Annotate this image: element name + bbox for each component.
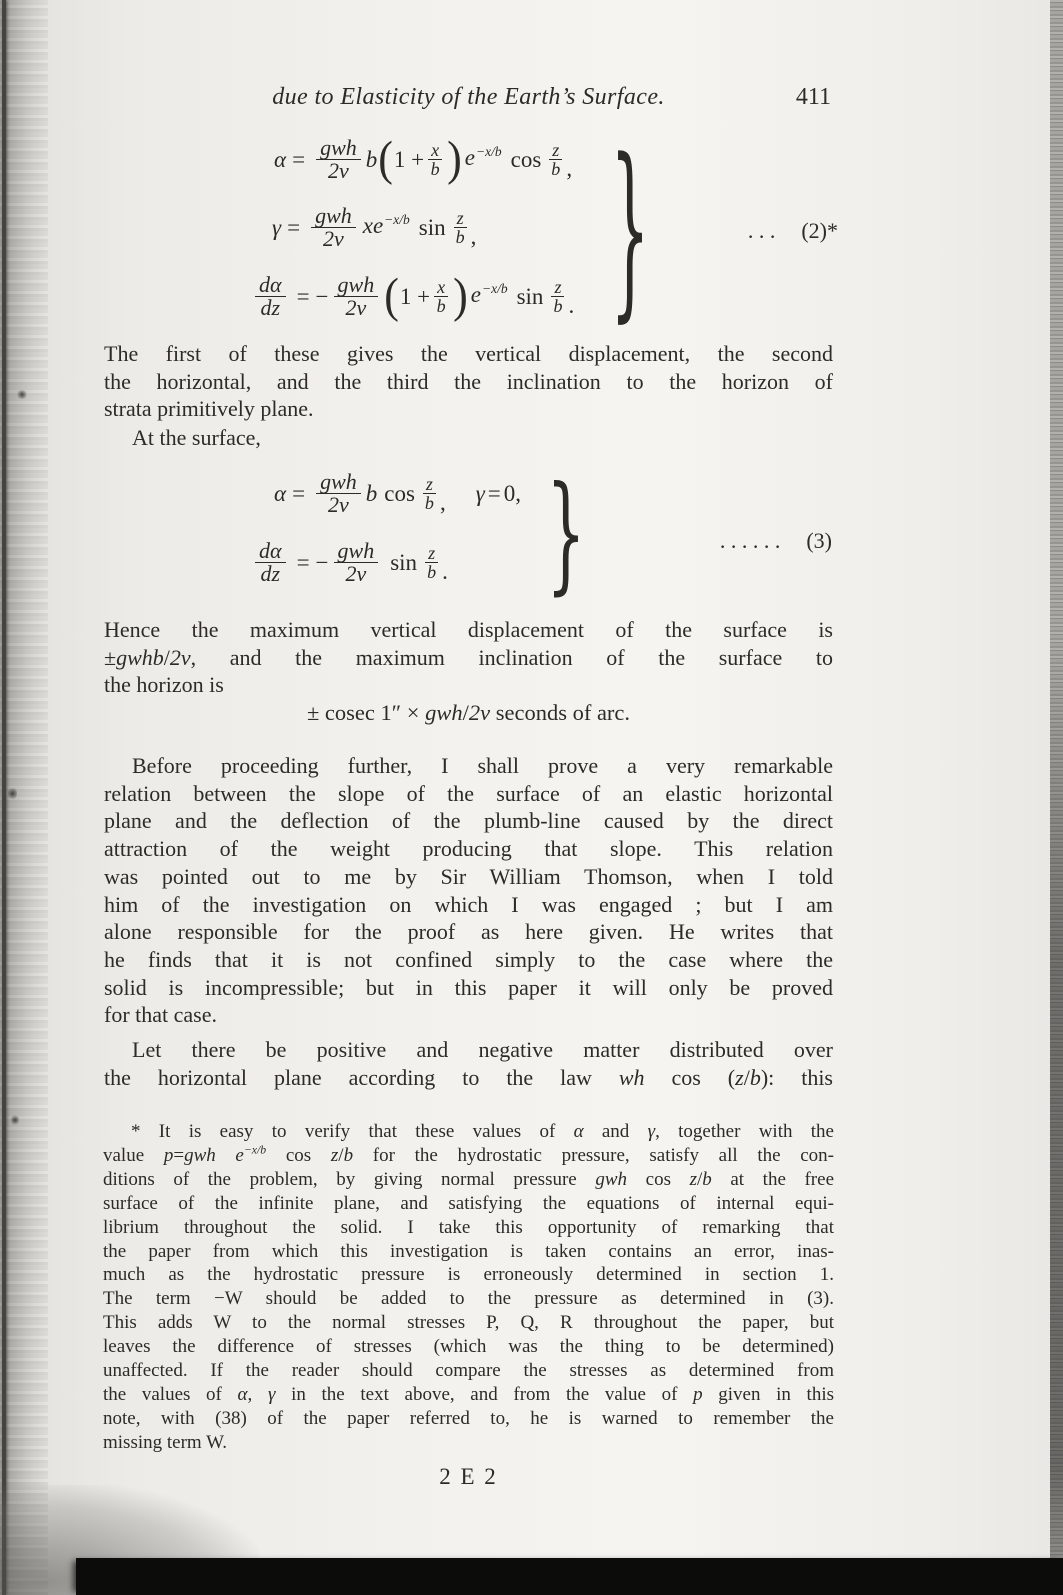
left-paren: ( [384, 268, 399, 323]
text-line: attraction of the weight producing that slope. This relation [104, 836, 833, 862]
equation-number: (3) [806, 528, 832, 553]
text-line: relation between the slope of the surface of an elastic horizontal [104, 780, 833, 806]
text-segment: wh [618, 1064, 645, 1090]
fraction: $\frac{\text{gwh}}{2v}$ [334, 540, 379, 585]
text-line [104, 1064, 833, 1092]
text-line [103, 1383, 834, 1407]
text-segment: , and the maximum inclination of the surface to [190, 644, 833, 670]
text-segment: gwh [595, 1168, 628, 1190]
text-segment: ± cosec 1″ × [306, 700, 426, 725]
text-segment: b [343, 1144, 354, 1166]
equation-2-line-3 [250, 266, 574, 326]
text-segment: cos [627, 1168, 690, 1190]
equation-3-line-1 [274, 464, 521, 522]
fraction: $\frac{x}{b}$ [428, 141, 442, 178]
equation-number: (2)* [801, 218, 838, 243]
fraction: z b [551, 278, 564, 315]
punctuation: , [439, 489, 446, 515]
scan-left-edge-line [2, 0, 6, 1595]
math-var: γ [272, 214, 282, 240]
text-line: Hence the maximum vertical displacement of the surface is [104, 617, 833, 642]
equals-sign: = [292, 146, 306, 172]
ink-speck [11, 1114, 19, 1126]
equals-sign: = [292, 480, 306, 506]
printer-signature-mark: 2 E 2 [439, 1464, 498, 1489]
text-segment: z [735, 1064, 744, 1090]
function-name: sin [418, 214, 446, 240]
math-var: α [274, 146, 287, 172]
ink-speck [16, 390, 28, 399]
text-segment: = [173, 1144, 185, 1166]
math-coef: b [365, 480, 378, 506]
function-name: cos [510, 146, 542, 172]
displayed-formula-arc [104, 700, 833, 726]
text-segment: and [583, 1121, 648, 1142]
fraction: $\frac{\text{gwh}}{2v}$ [316, 471, 361, 516]
text-line: for that case. [104, 1002, 217, 1028]
leader-dots: . . . . . . [719, 528, 781, 553]
text-segment: cos ( [644, 1064, 736, 1090]
text-segment: / [743, 1064, 750, 1090]
text-line: strata primitively plane. [104, 396, 314, 422]
fraction: z b [423, 475, 436, 512]
right-brace: } [610, 116, 650, 340]
scan-left-mottled-band [0, 0, 48, 1595]
punctuation: , [566, 155, 573, 181]
text-segment: the horizontal plane according to the law [104, 1064, 619, 1090]
text-line: Let there be positive and negative matter distributed over [132, 1037, 833, 1062]
fraction: z b [549, 141, 562, 178]
text-segment: b [749, 1064, 761, 1090]
fraction: $\frac{d\alpha}{dz}$ [255, 540, 286, 585]
right-paren: ) [453, 268, 468, 323]
text-line: The first of these gives the vertical displacement, the second [104, 341, 833, 366]
text-line: At the surface, [132, 425, 261, 450]
math-coef: b [365, 146, 378, 172]
text-line [103, 1168, 834, 1192]
text-segment: γ [647, 1121, 656, 1142]
equation-2-line-2 [272, 198, 476, 256]
exponential-term: $e^{-x/b}$ [464, 144, 502, 170]
paragraph [104, 1036, 833, 1091]
running-head [104, 84, 833, 116]
text-line: he finds that it is not confined simply to the case where the [104, 946, 833, 972]
text-segment: z [689, 1168, 697, 1190]
text-segment: / [462, 700, 469, 725]
equation-3 [250, 457, 850, 607]
equation-3-line-2 [250, 532, 448, 592]
text-line: librium throughout the solid. I take this opportunity of remarking that [103, 1216, 834, 1238]
scan-bottom-black-bar [76, 1558, 1063, 1595]
scan-right-page-edges [1050, 0, 1063, 1595]
text-segment: ditions of the problem, by giving normal pressure [103, 1168, 596, 1190]
text-line: The term −W should be added to the pressure as determined in (3). [103, 1288, 834, 1310]
exponential-term: $e^{-x/b}$ [470, 281, 508, 307]
text-line: plane and the deflection of the plumb-line caused by the direct [104, 808, 833, 834]
text-segment: value [103, 1144, 164, 1166]
ink-speck [8, 786, 17, 801]
fraction: z b [454, 209, 467, 246]
text-segment: α [237, 1383, 248, 1405]
text-segment: ± [104, 644, 117, 670]
text-line: surface of the infinite plane, and satisfying the equations of internal equi- [103, 1192, 834, 1214]
text-line: Before proceeding further, I shall prove a very remarkable [132, 753, 833, 778]
text-line: much as the hydrostatic pressure is erroneously determined in section 1. [103, 1264, 834, 1286]
text-line: was pointed out to me by Sir William Thomson, when I told [104, 863, 833, 889]
footnote [103, 1120, 834, 1455]
equation-3-tag [720, 528, 832, 554]
text-line: unaffected. If the reader should compare the stresses as determined from [103, 1360, 834, 1382]
text-segment: , together with the [655, 1121, 834, 1142]
punctuation: , [470, 223, 477, 249]
paragraph [104, 752, 833, 1029]
math-term: 1 + [393, 146, 425, 172]
text-segment: for the hydrostatic pressure, satisfy all the con- [353, 1144, 834, 1166]
text-segment: b [702, 1168, 712, 1190]
minus-sign: − [315, 549, 329, 575]
text-line: the paper from which this investigation is taken contains an error, inas- [103, 1240, 834, 1262]
fraction: z b [425, 544, 438, 581]
text-segment: gwhb [116, 644, 164, 670]
gamma-condition: γ = 0, [475, 480, 521, 506]
leader-dots: . . . [747, 218, 776, 243]
text-line: note, with (38) of the paper referred to, he is warned to remember the [103, 1407, 834, 1429]
page-number: 411 [795, 84, 831, 110]
text-segment: the values of [103, 1383, 238, 1405]
text-segment: cos [266, 1144, 331, 1166]
text-line: the horizontal, and the third the inclination to the horizon of [104, 368, 833, 394]
text-line: leaves the difference of stresses (which was the thing to be determined) [103, 1336, 834, 1358]
equals-sign: = [296, 549, 310, 575]
paragraph [104, 340, 833, 423]
equation-2-line-1 [274, 130, 572, 188]
text-segment: seconds of arc. [490, 700, 631, 725]
text-line: solid is incompressible; but in this paper it will only be proved [104, 974, 833, 1000]
text-segment: 2v [468, 700, 491, 725]
fraction: $\frac{d\alpha}{dz}$ [255, 274, 286, 319]
fraction: $\frac{\text{gwh}}{2v}$ [311, 205, 356, 250]
text-segment: z [330, 1144, 339, 1166]
punctuation: . [568, 292, 575, 318]
left-paren: ( [378, 131, 393, 186]
text-segment: gwh e [184, 1144, 244, 1166]
text-segment: / [338, 1144, 344, 1166]
running-head-title: due to Elasticity of the Earth’s Surface. [272, 84, 665, 110]
text-segment: p [163, 1144, 174, 1166]
text-segment: at the free [711, 1168, 834, 1190]
minus-sign: − [315, 283, 329, 309]
text-segment: , [247, 1383, 268, 1405]
equation-2 [250, 116, 850, 340]
text-segment: given in this [702, 1383, 835, 1405]
function-name: cos [384, 480, 415, 506]
equals-sign: = [287, 214, 301, 240]
text-segment: −x/b [243, 1143, 267, 1157]
text-segment: / [163, 644, 170, 670]
text-segment: ): this [760, 1064, 833, 1090]
text-line [104, 644, 833, 672]
function-name: sin [390, 549, 418, 575]
math-term: 1 + [399, 283, 431, 309]
exponential-term: $xe^{-x/b}$ [362, 212, 410, 238]
punctuation: . [442, 558, 448, 584]
paragraph [104, 616, 833, 699]
right-brace: } [546, 457, 586, 607]
paragraph-at-the-surface [104, 424, 833, 452]
text-line: This adds W to the normal stresses P, Q, R throughout the paper, but [103, 1312, 834, 1334]
text-line: him of the investigation on which I was engaged ; but I am [104, 891, 833, 917]
text-segment: p [693, 1383, 703, 1405]
text-segment: 2v [169, 644, 191, 670]
function-name: sin [516, 283, 544, 309]
fraction: $\frac{\text{gwh}}{2v}$ [334, 274, 379, 319]
right-paren: ) [447, 131, 462, 186]
text-segment: α [573, 1121, 584, 1142]
text-segment: * It is easy to verify that these values of [131, 1121, 574, 1142]
text-segment: in the text above, and from the value of [275, 1383, 694, 1405]
text-line [103, 1144, 834, 1168]
text-line: missing term W. [103, 1431, 228, 1453]
text-segment: / [696, 1168, 703, 1190]
equation-2-tag [748, 218, 838, 244]
text-line: the horizon is [104, 672, 224, 698]
text-segment: gwh [425, 700, 463, 725]
text-line [103, 1120, 834, 1144]
text-line: alone responsible for the proof as here given. He writes that [104, 919, 833, 945]
equals-sign: = [296, 283, 310, 309]
fraction: $\frac{x}{b}$ [434, 278, 448, 315]
fraction: $\frac{\text{gwh}}{2v}$ [316, 137, 361, 182]
text-segment: γ [267, 1383, 276, 1405]
math-var: α [274, 480, 287, 506]
